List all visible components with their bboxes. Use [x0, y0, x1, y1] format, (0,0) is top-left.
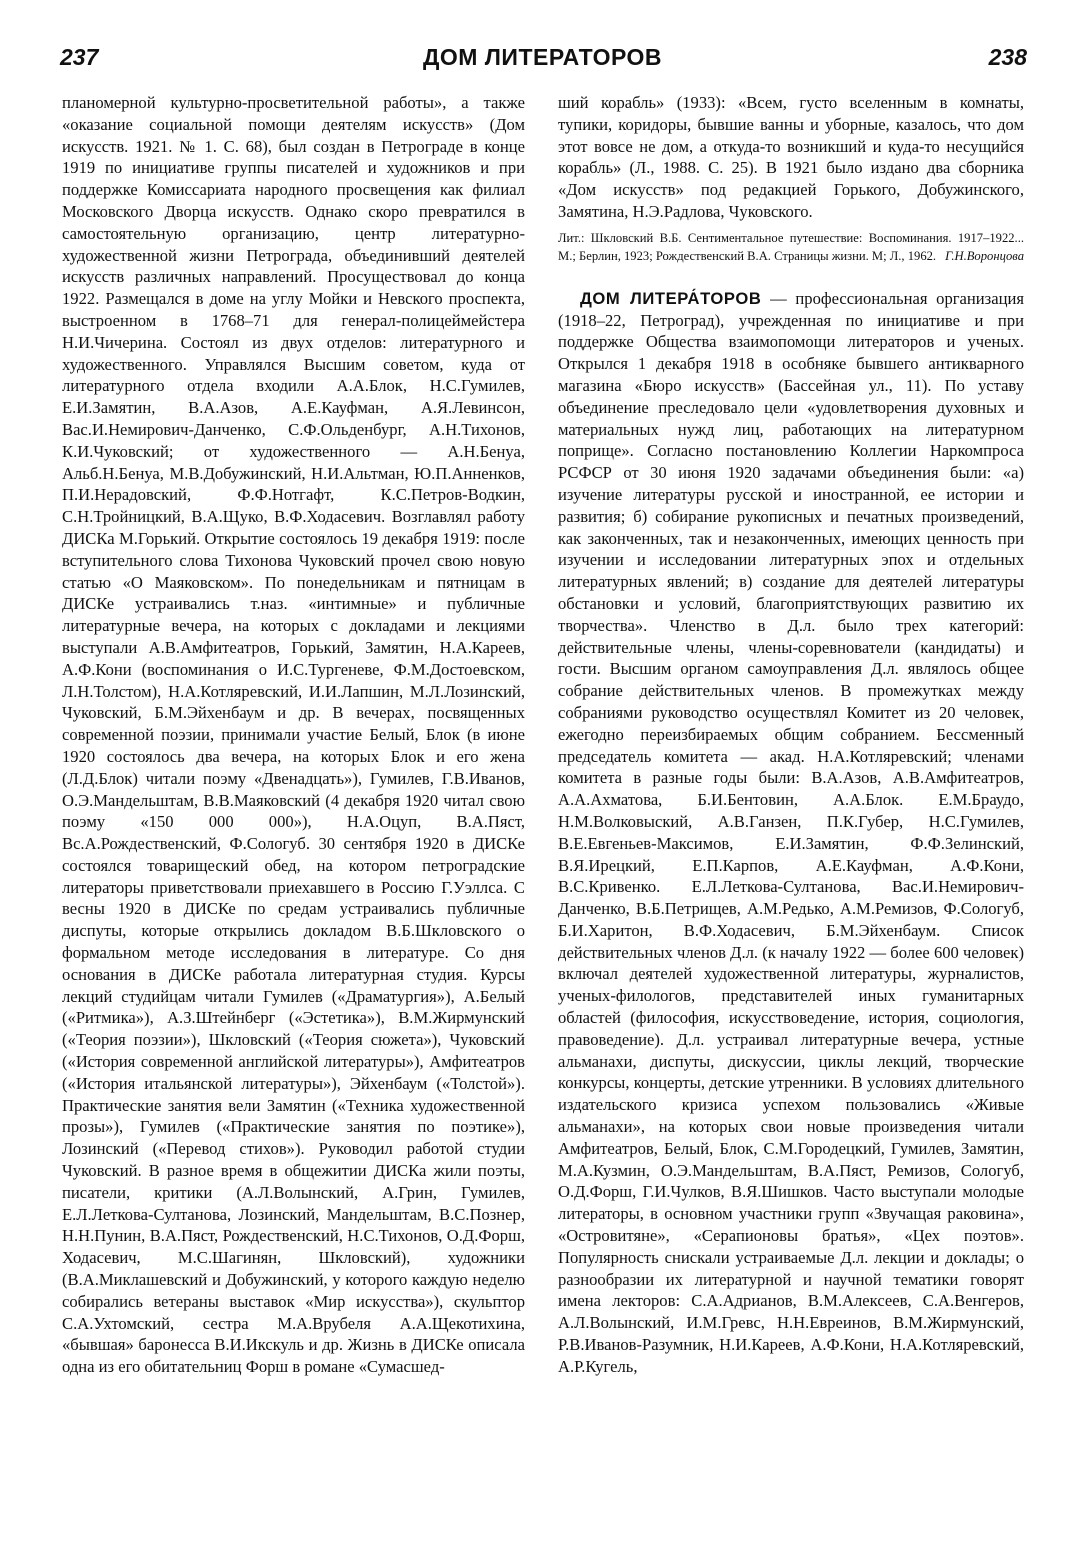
page-header	[56, 44, 1029, 84]
left-column-text: планомерной культурно-просветительной работы», а также «оказание социальной помощи деятелям искусств» (Дом искусств. 1921. № 1. С. 68), был создан в Петрограде в конце 1919 по инициативе группы писателей и художников и при поддержке Комиссариата народного просвещения как филиал Московского Дворца искусств. Однако скоро превратился в самостоятельную организацию, центр литературно-художественной жизни Петрограда, объединивший деятелей искусств различных направлений. Просуществовал до конца 1922. Размещался в доме на углу Мойки и Невского проспекта, выстроенном в 1768–71 для генерал-полицеймейстера Н.И.Чичерина. Состоял из двух отделов: литературного и художественного. Управлялся Высшим советом, куда от литературного отдела входили А.А.Блок, Н.С.Гумилев, Е.И.Замятин, В.А.Азов, А.Е.Кауфман, А.Я.Левинсон, Вас.И.Немирович-Данченко, С.Ф.Ольденбург, А.Н.Тихонов, К.И.Чуковский; от художественного — А.Н.Бенуа, Альб.Н.Бенуа, М.В.Добужинский, Н.И.Альтман, Ю.П.Анненков, П.И.Нерадовский, Ф.Ф.Нотгафт, К.С.Петров-Водкин, С.Н.Тройницкий, В.А.Щуко, В.Ф.Ходасевич. Возглавлял работу ДИСКа М.Горький. Открытие состоялось 19 декабря 1919: после вступительного слова Тихонова Чуковский прочел свою новую статью «О Маяковском». По понедельникам и пятницам в ДИСКе устраивались т.наз. «интимные» и публичные литературные вечера, на которых с докладами и лекциями выступали А.В.Амфитеатров, Горький, Замятин, Н.А.Кареев, А.Ф.Кони (воспоминания о И.С.Тургеневе, Ф.М.Достоевском, Л.Н.Толстом), Н.А.Котляревский, И.И.Лапшин, М.Л.Лозинский, Чуковский, Б.М.Эйхенбаум и др. В вечерах, посвященных современной поэзии, принимали участие Белый, Блок (в июне 1920 состоялось два вечера, на которых Блок и его жена (Л.Д.Блок) читали поэму «Двенадцать»), Гумилев, Г.В.Иванов, О.Э.Мандельштам, В.В.Маяковский (4 декабря 1920 читал свою поэму «150 000 000»), Н.А.Оцуп, В.А.Пяст, Вс.А.Рождественский, Ф.Сологуб. 30 сентября 1920 в ДИСКе состоялся товарищеский обед, на котором петроградские литераторы приветствовали приехавшего в Россию Г.Уэллса. С весны 1920 в ДИСКе по средам устраивались публичные диспуты, которые открылись докладом В.Б.Шкловского о формальном методе исследования в литературе. Со дня основания в ДИСКе работала литературная студия. Курсы лекций студийцам читали Гумилев («Драматургия»), А.Белый («Ритмика»), А.З.Штейнберг («Эстетика»), В.М.Жирмунский («Теория поэзии»), Шкловский («Теория сюжета»), Чуковский («История современной английской литературы»), Амфитеатров («История итальянской литературы»), Эйхенбаум («Толстой»). Практические занятия вели Замятин («Техника художественной прозы»), Гумилев («Практические занятия по поэтике»), Лозинский («Перевод стихов»). Руководил работой студии Чуковский. В разное время в общежитии ДИСКа жили поэты, писатели, критики (А.Л.Волынский, А.Грин, Гумилев, Е.Л.Леткова-Султанова, Лозинский, Мандельштам, В.С.Познер, Н.Н.Пунин, В.А.Пяст, Рождественский, Н.С.Тихонов, О.Д.Форш, Ходасевич, М.С.Шагинян, Шкловский), художники (В.А.Миклашевский и Добужинский, у которого каждую неделю собирались ветераны выставок «Мир искусства»), скульптор С.А.Ухтомский, сестра М.А.Врубеля А.А.Щекотихина, «бывшая» баронесса В.И.Икскуль и др. Жизнь в ДИСКе описала одна из его обитательниц Форш в романе «Сумасшед-	[62, 93, 525, 1377]
literature-author: Г.Н.Воронцова	[945, 249, 1024, 264]
literature-note	[558, 229, 1024, 266]
literature-text: Лит.: Шкловский В.Б. Сентиментальное путешествие: Воспоминания. 1917–1922... М.; Берлин, 1923; Рождественский В.А. Страницы жизни. М; Л., 1962.	[558, 230, 1024, 264]
entry-text: — профессиональная организация (1918–22, Петроград), учрежденная по инициативе и при поддержке Общества взаимопомощи литераторов и ученых. Открылся 1 декабря 1918 в особняке бывшего антикварного магазина «Бюро искусств» (Бассейная ул., 11). По уставу объединение преследовало цели «удовлетворения духовных и материальных нужд лиц, работающих на литературном поприще». Согласно постановлению Коллегии Наркомпроса РСФСР от 30 июня 1920 задачами объединения были: «а) изучение литературы русской и иностранной, ее истории и развития; б) собирание рукописных и печатных произведений, как законченных, так и незаконченных, имеющих ценность при изучении и исследовании литературных эпох и отдельных литературных явлений; в) создание для деятелей литературы обстановки и условий, благоприятствующих развитию их творчества». Членство в Д.л. было трех категорий: действительные члены, члены-соревнователи (кандидаты) и гости. Высшим органом самоуправления Д.л. являлось общее собрание действительных членов. В промежутках между собраниями руководство осуществлял Комитет из 20 человек, ежегодно переизбираемых общим собранием. Бессменный председатель комитета — акад. Н.А.Котляревский; членами комитета в разные годы были: В.А.Азов, А.В.Амфитеатров, А.А.Ахматова, Б.И.Бентовин, А.А.Блок. Е.М.Браудо, Н.М.Волковыский, А.В.Ганзен, П.К.Губер, Н.С.Гумилев, В.Е.Евгеньев-Максимов, Е.И.Замятин, Ф.Ф.Зелинский, В.Я.Ирецкий, Е.П.Карпов, А.Е.Кауфман, А.Ф.Кони, В.С.Кривенко. Е.Л.Леткова-Султанова, Вас.И.Немирович-Данченко, В.Б.Петрищев, А.М.Редько, А.М.Ремизов, Ф.Сологуб, Б.И.Харитон, В.Ф.Ходасевич, Б.М.Эйхенбаум. Список действительных членов Д.л. (к началу 1922 — более 600 человек) включал деятелей художественной литературы, журналистов, ученых-филологов, представителей иных гуманитарных областей (философия, искусствоведение, история, социология, правоведение). Д.л. устраивал литературные вечера, устные альманахи, диспуты, дискуссии, циклы лекций, творческие конкурсы, концерты, детские утренники. В условиях длительного издательского кризиса успехом пользовались «Живые альманахи», на которых свои новые произведения читали Амфитеатров, Белый, Блок, С.М.Городецкий, Гумилев, Замятин, М.А.Кузмин, О.Э.Мандельштам, В.А.Пяст, Ремизов, Сологуб, О.Д.Форш, Г.И.Чулков, В.Я.Шишков. Часто выступали молодые литераторы, в основном участники групп «Звучащая раковина», «Островитяне», «Серапионовы братья», «Цех поэтов». Популярность снискали устраиваемые Д.л. лекции и доклады; о разнообразии их литературной и научной тематики говорят имена лекторов: С.А.Адрианов, В.М.Алексеев, С.А.Венгеров, А.Л.Волынский, И.М.Гревс, Н.Н.Евреинов, В.М.Жирмунский, Р.В.Иванов-Разумник, Н.И.Кареев, А.Ф.Кони, Н.А.Котляревский, А.Р.Кугель,	[558, 288, 1024, 1376]
right-page-number: 238	[988, 44, 1027, 70]
entry-paragraph	[558, 288, 1024, 1378]
left-page-number: 237	[60, 44, 99, 70]
left-column	[62, 92, 525, 1378]
entry-title: ДОМ ЛИТЕРА́ТОРОВ	[580, 288, 762, 308]
right-column	[558, 92, 1024, 1378]
continuation-text: ший корабль» (1933): «Всем, густо вселенным в комнаты, тупики, коридоры, бывшие ванны и уборные, казалось, что дом этот вовсе не дом, а откуда-то возникший и куда-то несущийся корабль» (Л., 1988. С. 25). В 1921 было издано два сборника «Дом искусств» под редакцией Горького, Добужинского, Замятина, Н.Э.Радлова, Чуковского.	[558, 93, 1024, 221]
running-title: ДОМ ЛИТЕРАТОРОВ	[422, 44, 663, 70]
